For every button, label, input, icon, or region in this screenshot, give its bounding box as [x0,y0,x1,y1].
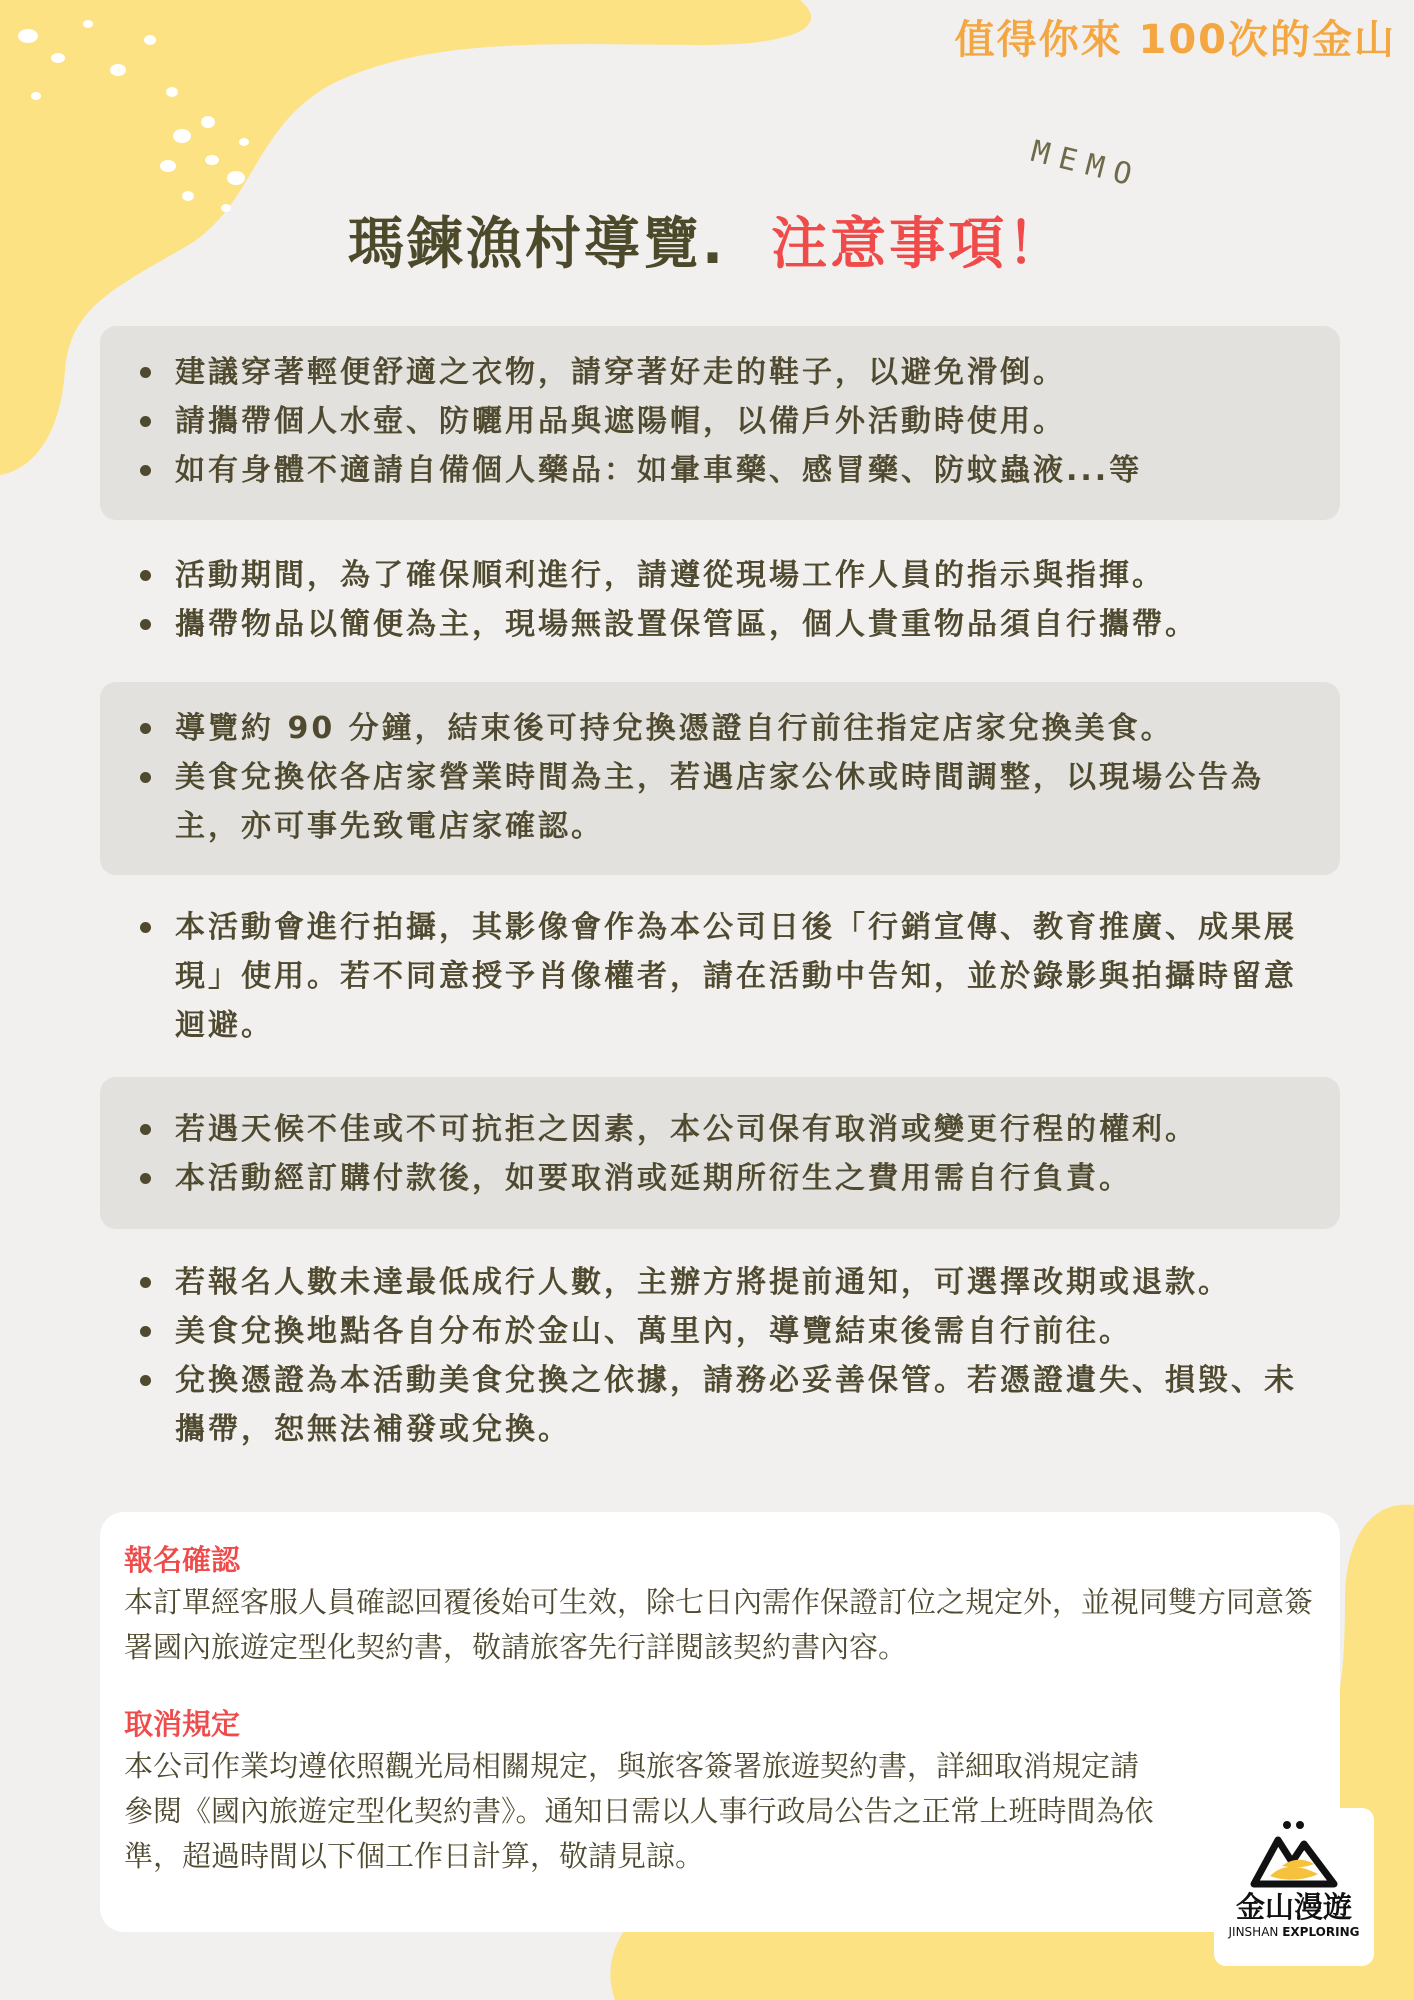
bullet-icon [140,1326,151,1337]
cancellation-heading: 取消規定 [124,1707,241,1741]
bullet-icon [140,1375,151,1386]
bullet-icon [140,922,151,933]
logo-subtitle: JINSHAN EXPLORING [1228,1925,1360,1939]
info-panel [100,1512,1340,1932]
cancellation-text: 本公司作業均遵依照觀光局相關規定，與旅客簽署旅遊契約書，詳細取消規定請參閱《國內旅遊定型化契約書》。通知日需以人事行政局公告之正常上班時間為依準，超過時間以下個工作日計算，敬請見諒。 [124,1749,1154,1873]
notice-group-4 [100,903,1340,1063]
list-item: 美食兌換依各店家營業時間為主，若遇店家公休或時間調整，以現場公告為主，亦可事先致電店家確認。 [100,753,1340,851]
list-item: 請攜帶個人水壺、防曬用品與遮陽帽，以備戶外活動時使用。 [100,397,1340,446]
list-item: 本活動經訂購付款後，如要取消或延期所衍生之費用需自行負責。 [100,1154,1340,1203]
brand-logo [1214,1808,1374,1966]
notice-group-1 [100,326,1340,520]
page-title [0,200,1414,280]
memo-label: MEMO [1027,134,1145,196]
list-item: 活動期間，為了確保順利進行，請遵從現場工作人員的指示與指揮。 [100,551,1340,600]
bullet-icon [140,723,151,734]
notice-group-2 [100,551,1340,663]
list-item: 兌換憑證為本活動美食兌換之依據，請務必妥善保管。若憑證遺失、損毀、未攜帶，恕無法補發或兌換。 [100,1356,1340,1454]
notice-group-5 [100,1077,1340,1229]
notice-group-3 [100,682,1340,875]
bullet-icon [140,772,151,783]
page-title-highlight: 注意事項！ [771,212,1067,277]
list-item: 如有身體不適請自備個人藥品：如暈車藥、感冒藥、防蚊蟲液...等 [100,446,1340,495]
bullet-icon [140,1124,151,1135]
bullet-icon [140,465,151,476]
mountain-logo-icon [1248,1818,1340,1890]
bullet-icon [140,570,151,581]
logo-name: 金山漫遊 [1235,1890,1352,1924]
list-item: 攜帶物品以簡便為主，現場無設置保管區，個人貴重物品須自行攜帶。 [100,600,1340,649]
bullet-icon [140,1173,151,1184]
list-item: 若遇天候不佳或不可抗拒之因素，本公司保有取消或變更行程的權利。 [100,1105,1340,1154]
bullet-icon [140,416,151,427]
list-item: 若報名人數未達最低成行人數，主辦方將提前通知，可選擇改期或退款。 [100,1258,1340,1307]
tagline: 值得你來 100次的金山 [954,17,1396,63]
registration-text: 本訂單經客服人員確認回覆後始可生效，除七日內需作保證訂位之規定外，並視同雙方同意簽署國內旅遊定型化契約書，敬請旅客先行詳閱該契約書內容。 [124,1585,1314,1664]
bullet-icon [140,619,151,630]
page-title-main: 瑪鍊漁村導覽. [347,212,727,277]
list-item: 本活動會進行拍攝，其影像會作為本公司日後「行銷宣傳、教育推廣、成果展現」使用。若不同意授予肖像權者，請在活動中告知，並於錄影與拍攝時留意迴避。 [100,903,1340,1050]
list-item: 建議穿著輕便舒適之衣物，請穿著好走的鞋子，以避免滑倒。 [100,348,1340,397]
notice-group-6 [100,1258,1340,1468]
registration-heading: 報名確認 [124,1543,241,1577]
bullet-icon [140,367,151,378]
bullet-icon [140,1277,151,1288]
list-item: 導覽約 90 分鐘，結束後可持兌換憑證自行前往指定店家兌換美食。 [100,704,1340,753]
list-item: 美食兌換地點各自分布於金山、萬里內，導覽結束後需自行前往。 [100,1307,1340,1356]
